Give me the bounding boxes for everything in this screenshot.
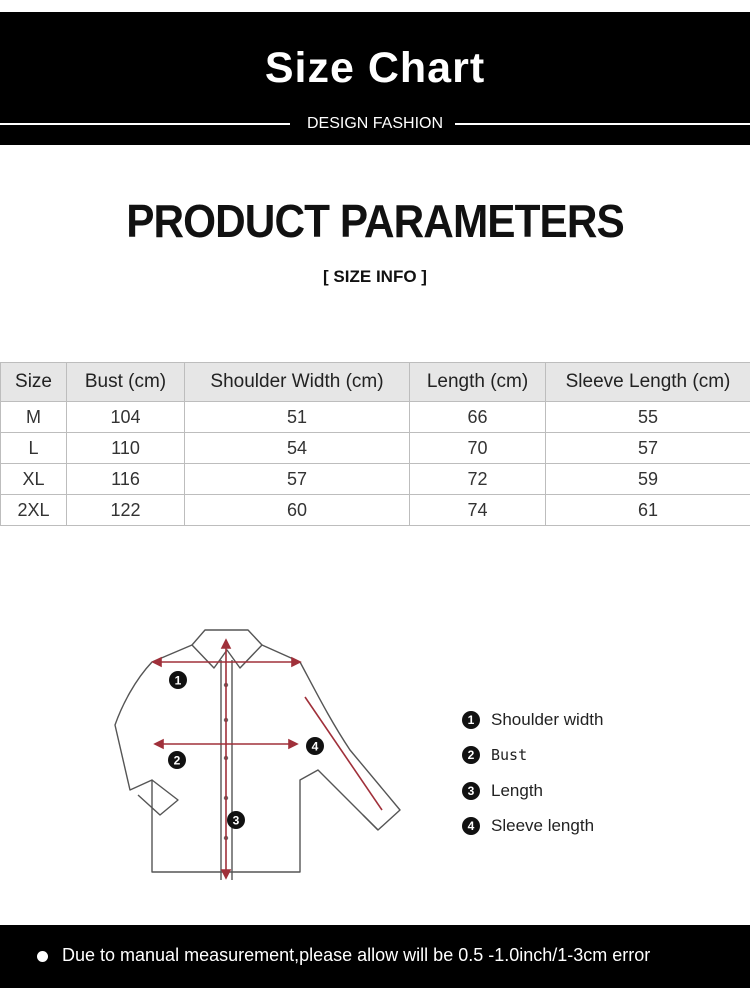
marker-2: 2 <box>173 753 181 768</box>
legend-label: Bust <box>491 746 528 765</box>
measurement-lines <box>153 640 382 878</box>
cell-shoulder-width: 54 <box>185 433 410 464</box>
shirt-measurement-diagram <box>100 620 410 890</box>
bullet-icon <box>37 951 48 962</box>
cell-sleeve-length: 57 <box>546 433 750 464</box>
footer-banner <box>0 925 750 988</box>
size-table <box>0 362 750 526</box>
cell-size: XL <box>1 464 67 495</box>
measurement-note: Due to manual measurement,please allow will be 0.5 -1.0inch/1-3cm error <box>62 945 651 965</box>
legend-number-icon: 1 <box>462 711 480 729</box>
legend-item <box>462 773 603 809</box>
header-subtitle: DESIGN FASHION <box>0 115 750 133</box>
marker-3: 3 <box>232 813 240 828</box>
cell-length: 66 <box>410 402 546 433</box>
legend-label: Shoulder width <box>491 709 604 729</box>
legend-item <box>462 738 603 774</box>
product-parameters-heading: PRODUCT PARAMETERS <box>126 195 624 247</box>
column-header-shoulder-width: Shoulder Width (cm) <box>185 363 410 402</box>
legend-item <box>462 809 603 845</box>
cell-shoulder-width: 51 <box>185 402 410 433</box>
table-row <box>1 433 750 464</box>
column-header-bust: Bust (cm) <box>67 363 185 402</box>
legend-number-icon: 2 <box>462 746 480 764</box>
table-header-row <box>1 363 750 402</box>
cell-size: M <box>1 402 67 433</box>
cell-bust: 116 <box>67 464 185 495</box>
cell-shoulder-width: 60 <box>185 495 410 526</box>
table-row <box>1 402 750 433</box>
cell-shoulder-width: 57 <box>185 464 410 495</box>
legend-number-icon: 3 <box>462 782 480 800</box>
table-row <box>1 464 750 495</box>
cell-length: 72 <box>410 464 546 495</box>
shirt-outline-icon <box>115 630 400 880</box>
cell-bust: 104 <box>67 402 185 433</box>
page-title: Size Chart <box>264 44 486 92</box>
cell-size: L <box>1 433 67 464</box>
cell-sleeve-length: 61 <box>546 495 750 526</box>
cell-bust: 122 <box>67 495 185 526</box>
measurement-legend <box>462 702 603 844</box>
column-header-sleeve-length: Sleeve Length (cm) <box>546 363 750 402</box>
column-header-length: Length (cm) <box>410 363 546 402</box>
marker-4: 4 <box>311 739 319 754</box>
cell-sleeve-length: 55 <box>546 402 750 433</box>
cell-bust: 110 <box>67 433 185 464</box>
legend-label: Length <box>491 780 543 800</box>
cell-size: 2XL <box>1 495 67 526</box>
header-banner <box>0 12 750 145</box>
size-info-label: [ SIZE INFO ] <box>323 267 427 286</box>
legend-item <box>462 702 603 738</box>
table-row <box>1 495 750 526</box>
legend-label: Sleeve length <box>491 816 595 836</box>
legend-number-icon: 4 <box>462 817 480 835</box>
column-header-size: Size <box>1 363 67 402</box>
cell-length: 70 <box>410 433 546 464</box>
cell-length: 74 <box>410 495 546 526</box>
marker-1: 1 <box>174 673 182 688</box>
cell-sleeve-length: 59 <box>546 464 750 495</box>
